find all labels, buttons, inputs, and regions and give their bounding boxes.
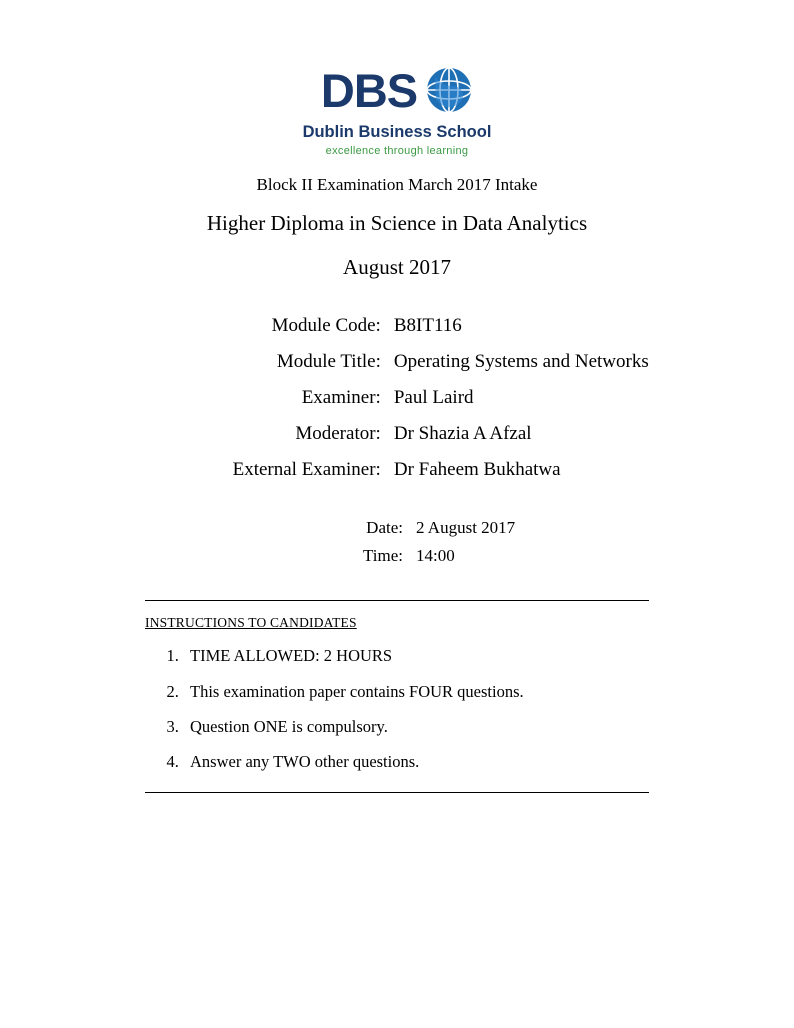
instructions-list — [145, 645, 649, 773]
list-item: 3. Question ONE is compulsory. — [183, 716, 649, 737]
module-code-label: Module Code: — [271, 315, 381, 336]
module-details-table — [73, 308, 721, 488]
logo-acronym: DBS — [320, 63, 418, 117]
date-value: 2 August 2017 — [416, 518, 516, 538]
list-item: 2. This examination paper contains FOUR questions. — [183, 681, 649, 702]
logo-school-name: Dublin Business School — [302, 123, 492, 141]
table-row — [73, 308, 721, 344]
divider-bottom — [145, 792, 649, 793]
examiner-value: Paul Laird — [393, 387, 474, 409]
time-value: 14:00 — [416, 546, 455, 566]
list-item: 4. Answer any TWO other questions. — [183, 751, 649, 772]
instructions-section — [145, 615, 649, 773]
table-row — [73, 542, 721, 570]
logo-tagline: excellence through learning — [325, 145, 469, 157]
logo-top-row — [299, 62, 495, 118]
examiner-label: Examiner: — [301, 387, 381, 409]
exam-month: August 2017 — [343, 255, 451, 279]
table-row — [73, 514, 721, 542]
programme-title: Higher Diploma in Science in Data Analytics — [206, 211, 588, 235]
schedule-table — [73, 514, 721, 570]
table-row — [73, 416, 721, 452]
external-examiner-label: External Examiner: — [232, 459, 381, 481]
globe-icon — [425, 66, 473, 114]
table-row — [73, 380, 721, 416]
divider-top — [145, 600, 649, 601]
dbs-logo — [299, 62, 495, 157]
instructions-heading: INSTRUCTIONS TO CANDIDATES — [145, 615, 357, 631]
moderator-label: Moderator: — [295, 423, 381, 445]
date-label: Date: — [366, 518, 403, 538]
external-examiner-value: Dr Faheem Bukhatwa — [393, 459, 561, 481]
table-row — [73, 344, 721, 380]
module-code-value: B8IT116 — [393, 315, 462, 336]
table-row — [73, 452, 721, 488]
exam-intake-line: Block II Examination March 2017 Intake — [256, 175, 538, 194]
module-title-value: Operating Systems and Networks — [393, 351, 649, 373]
time-label: Time: — [362, 546, 403, 566]
moderator-value: Dr Shazia A Afzal — [393, 423, 532, 445]
module-title-label: Module Title: — [276, 351, 381, 373]
list-item: 1. TIME ALLOWED: 2 HOURS — [183, 645, 649, 666]
logo-block — [0, 0, 794, 157]
